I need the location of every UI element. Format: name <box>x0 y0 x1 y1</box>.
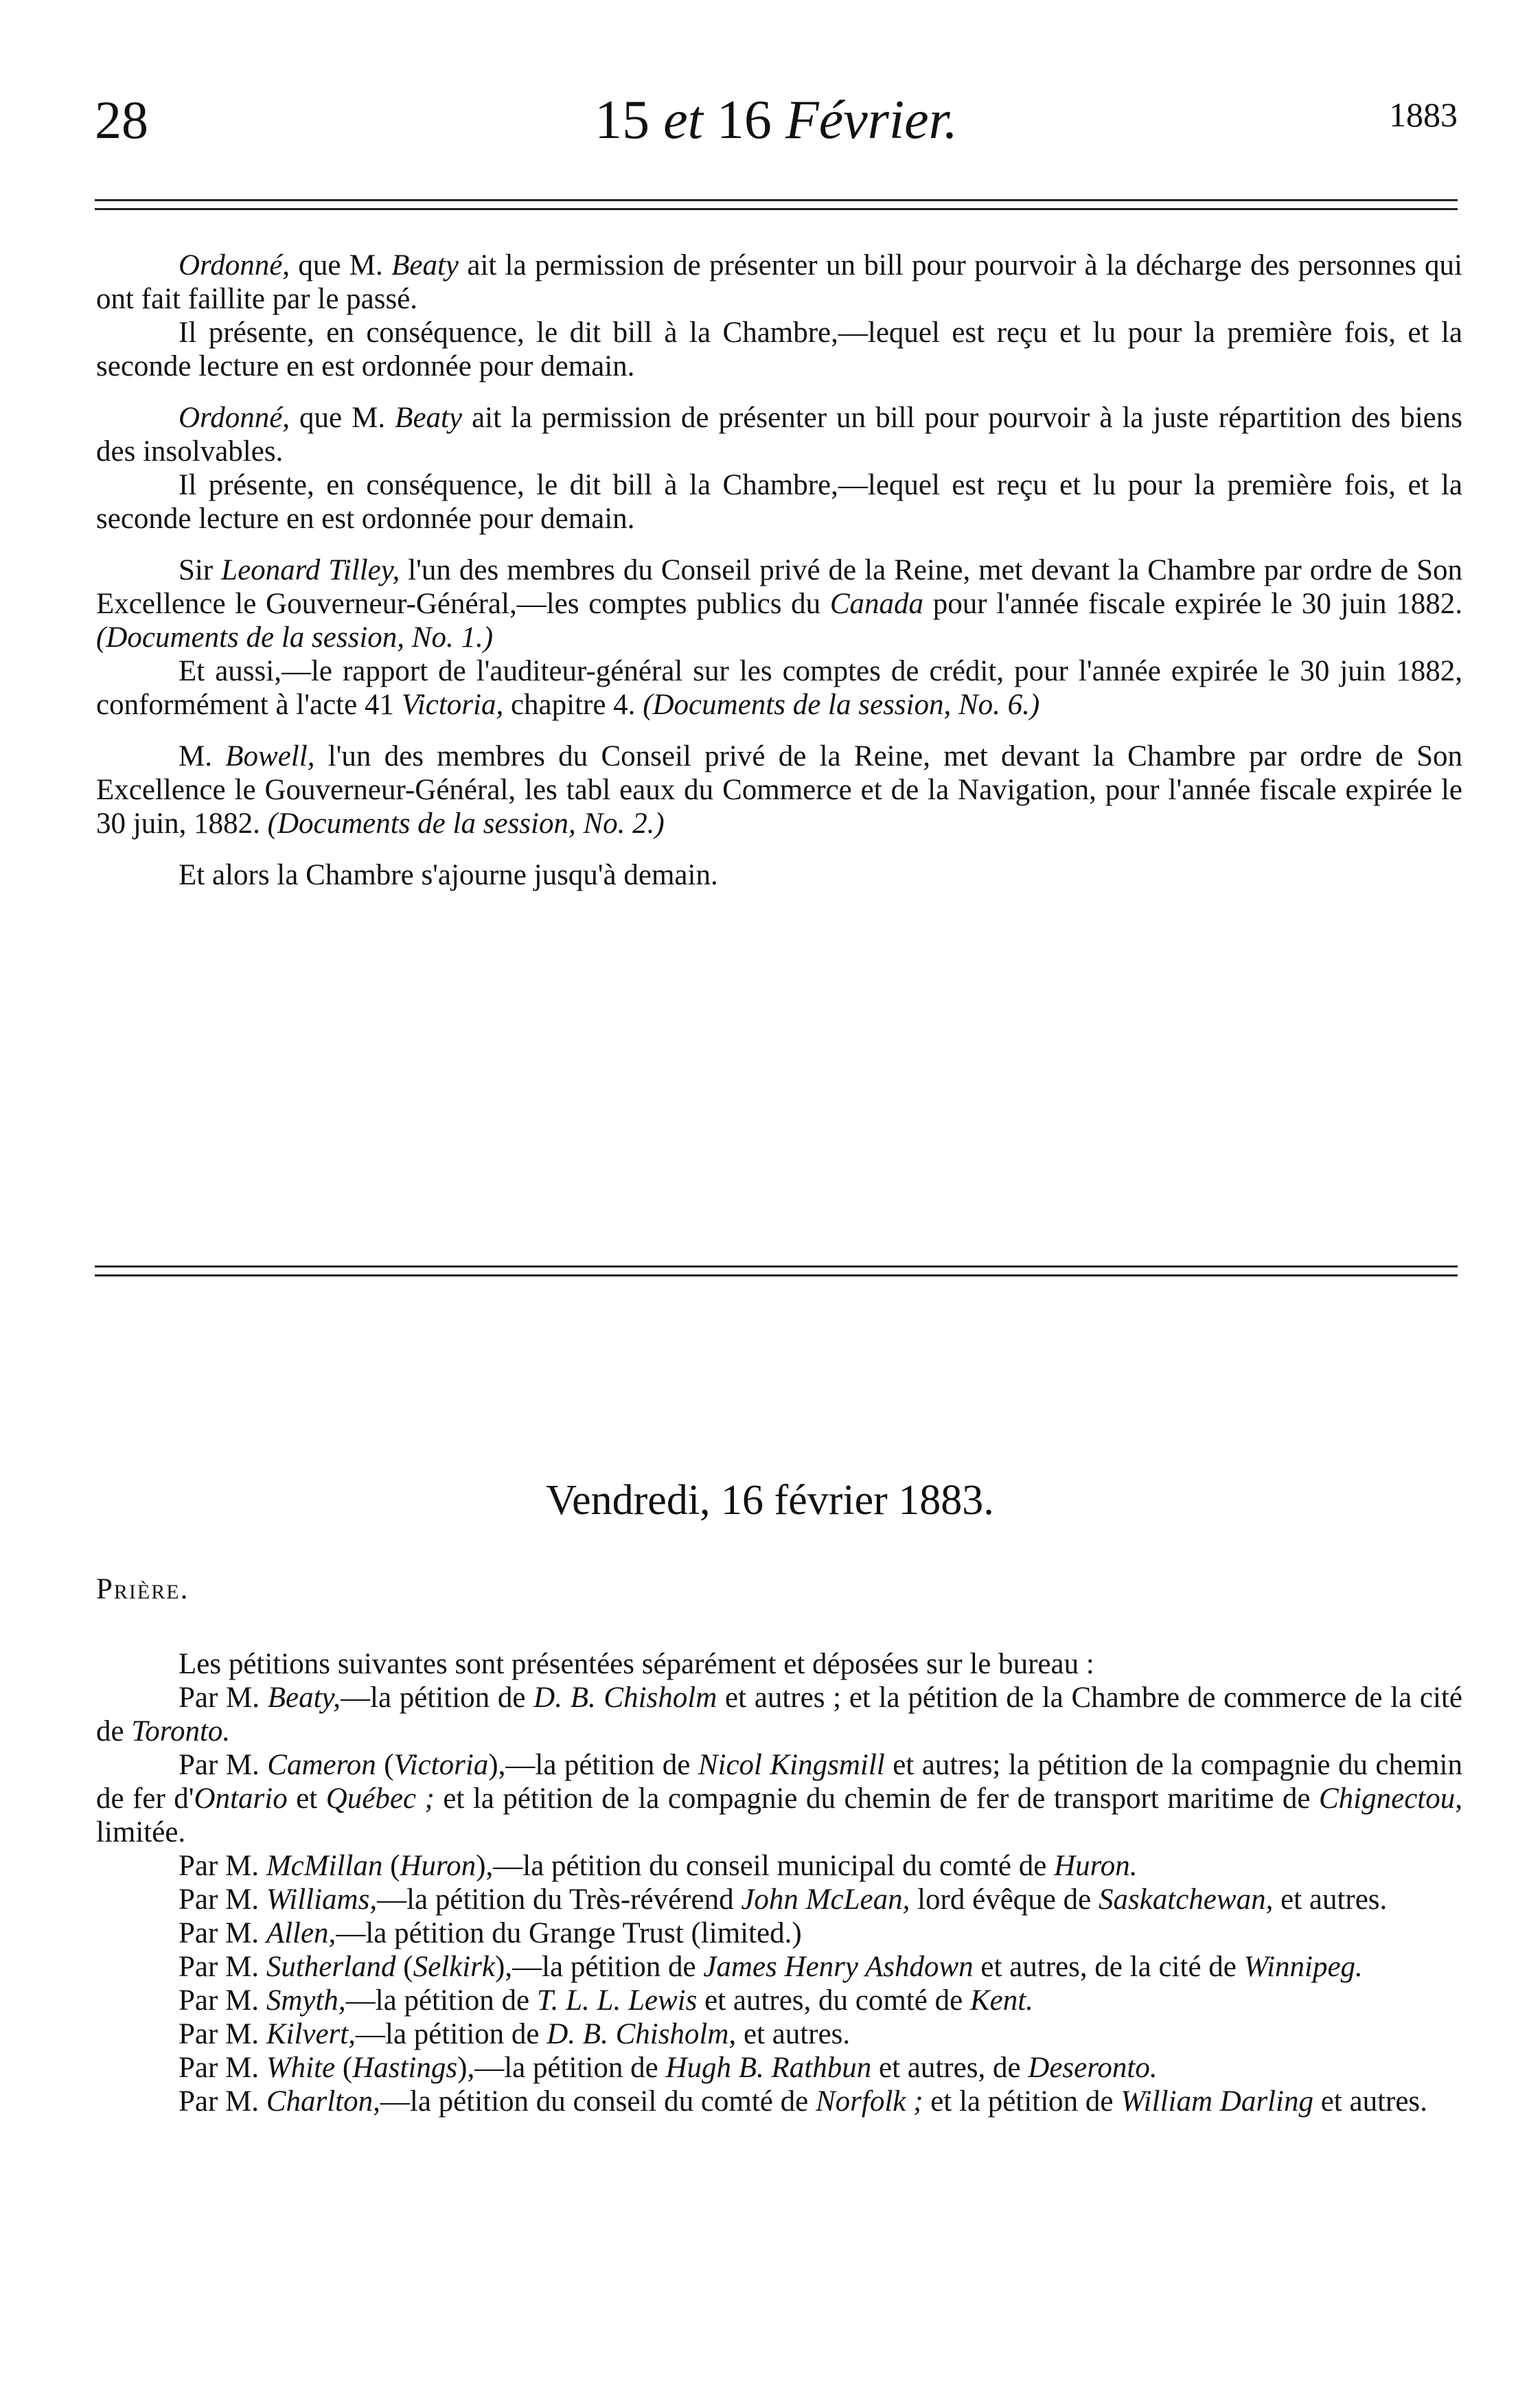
petition-entry <box>96 1748 1462 1849</box>
petition-entry <box>96 2085 1462 2118</box>
italic-run: Cameron <box>267 1749 376 1781</box>
italic-run: John McLean, <box>741 1883 910 1916</box>
paragraph <box>96 316 1462 383</box>
text-run: M. <box>179 740 226 772</box>
paragraph <box>96 654 1462 722</box>
italic-run: Kilvert, <box>266 2018 356 2050</box>
italic-run: D. B. Chisholm, <box>547 2018 737 2050</box>
italic-run: Toronto. <box>131 1715 231 1747</box>
bottom-section <box>96 1572 1462 2118</box>
running-title-et: et <box>663 90 703 150</box>
petition-entry <box>96 2017 1462 2051</box>
text-run: et la pétition de <box>923 2085 1121 2118</box>
header-rule <box>95 199 1458 210</box>
italic-run: Nicol Kingsmill <box>698 1749 885 1781</box>
petition-entry <box>96 1681 1462 1748</box>
italic-run: Selkirk <box>413 1951 495 1983</box>
text-run: chapitre 4. <box>503 689 643 721</box>
text-run: —la pétition du conseil du comté de <box>380 2085 816 2118</box>
text-run: que M. <box>290 249 392 282</box>
italic-run: McMillan <box>266 1850 383 1882</box>
italic-run: Beaty, <box>267 1682 341 1714</box>
text-run: et <box>287 1783 326 1815</box>
running-title-day1: 15 <box>595 90 650 150</box>
text-run: et autres; la pétition de la compagnie du chemin de fer d' <box>96 1749 1462 1815</box>
italic-run: Huron. <box>1054 1850 1138 1882</box>
spacer <box>96 1606 1462 1647</box>
italic-run: Québec ; <box>325 1783 435 1815</box>
text-run: ( <box>382 1850 400 1882</box>
text-run: l'un des membres du Conseil privé de la Reine, met devant la Chambre par ordre de Son Excellence le Gouverneur-Général,—les comptes publics du <box>96 554 1462 620</box>
petition-entry <box>96 1916 1462 1950</box>
italic-run: Beaty <box>395 402 463 434</box>
italic-run: Ontario <box>194 1783 288 1815</box>
italic-run: Bowell, <box>225 740 315 772</box>
header-year: 1883 <box>1389 95 1458 134</box>
italic-run: Ordonné, <box>179 402 290 434</box>
italic-run: Williams, <box>266 1883 378 1916</box>
paragraph <box>96 249 1462 316</box>
top-section <box>96 249 1462 892</box>
text-run: et autres ; et la pétition de la Chambre de commerce de la cité de <box>96 1682 1462 1747</box>
priere-heading: Prière. <box>96 1573 189 1605</box>
text-run: ),—la pétition de <box>495 1951 704 1983</box>
italic-run: (Documents de la session, No. 1.) <box>96 621 494 654</box>
italic-run: Beaty <box>391 249 459 282</box>
text-run: et autres, du comté de <box>697 1984 970 2017</box>
text-run: Par M. <box>179 1951 266 1983</box>
text-run: Par M. <box>179 1682 268 1714</box>
top-paragraphs <box>96 249 1462 892</box>
italic-run: James Henry Ashdown <box>703 1951 974 1983</box>
text-run: —la pétition du Grange Trust (limited.) <box>336 1917 802 1949</box>
italic-run: Kent. <box>969 1984 1033 2017</box>
running-title <box>95 89 1458 152</box>
text-run: ),—la pétition de <box>488 1749 698 1781</box>
text-run: ( <box>376 1749 394 1781</box>
italic-run: Hastings <box>352 2052 458 2084</box>
text-run: Par M. <box>179 2018 266 2050</box>
text-run: Par M. <box>179 2085 266 2118</box>
italic-run: Deseronto. <box>1028 2052 1158 2084</box>
italic-run: Charlton, <box>266 2085 380 2118</box>
text-run: ait la permission de présenter un bill pour pourvoir à la décharge des personnes qui ont fait faillite par le passé. <box>96 249 1462 315</box>
italic-run: Huron <box>400 1850 476 1882</box>
paragraph <box>96 401 1462 468</box>
italic-run: Victoria <box>393 1749 489 1781</box>
text-run: lord évêque de <box>910 1883 1099 1916</box>
petition-entry <box>96 1950 1462 1984</box>
text-run: —la pétition de <box>341 1682 534 1714</box>
text-run: ait la permission de présenter un bill pour pourvoir à la juste répartition des biens des insolvables. <box>96 402 1462 468</box>
petition-entry <box>96 2051 1462 2085</box>
italic-run: (Documents de la session, No. 6.) <box>643 689 1040 721</box>
italic-run: Winnipeg. <box>1243 1951 1363 1983</box>
paragraph-gap <box>96 840 1462 858</box>
petition-entry <box>96 1849 1462 1883</box>
paragraph <box>96 740 1462 840</box>
text-run: et autres. <box>1313 2085 1427 2118</box>
text-run: Sir <box>179 554 222 586</box>
italic-run: (Documents de la session, No. 2.) <box>267 807 665 840</box>
text-run: —la pétition du Très-révérend <box>377 1883 742 1916</box>
text-run: et la pétition de la compagnie du chemin de fer de transport maritime de <box>434 1783 1319 1815</box>
italic-run: William Darling <box>1120 2085 1313 2118</box>
page-number: 28 <box>95 90 148 150</box>
text-run: ),—la pétition de <box>457 2052 666 2084</box>
text-run: Il présente, en conséquence, le dit bill à la Chambre,—lequel est reçu et lu pour la première fois, et la seconde lecture en est ordonnée pour demain. <box>96 317 1462 382</box>
italic-run: Victoria, <box>401 689 504 721</box>
petition-entry <box>96 1647 1462 1681</box>
italic-run: Chignectou, <box>1319 1783 1462 1815</box>
text-run: ),—la pétition du conseil municipal du comté de <box>476 1850 1055 1882</box>
petitions-list <box>96 1647 1462 2118</box>
text-run: ( <box>335 2052 353 2084</box>
text-run: et autres, de la cité de <box>973 1951 1244 1983</box>
running-title-month: Février. <box>785 90 958 150</box>
paragraph <box>96 858 1462 892</box>
text-run: que M. <box>290 402 395 434</box>
petition-entry <box>96 1984 1462 2017</box>
paragraph <box>96 553 1462 654</box>
italic-run: Canada <box>829 588 924 620</box>
text-run: pour l'année fiscale expirée le 30 juin 1882. <box>923 588 1463 620</box>
italic-run: Leonard Tilley, <box>221 554 400 586</box>
italic-run: T. L. L. Lewis <box>536 1984 698 2017</box>
text-run: —la pétition de <box>345 1984 537 2017</box>
text-run: Par M. <box>179 1749 268 1781</box>
running-title-day2: 16 <box>716 90 772 150</box>
italic-run: Saskatchewan, <box>1098 1883 1274 1916</box>
text-run: ( <box>395 1951 413 1983</box>
text-run: Et alors la Chambre s'ajourne jusqu'à demain. <box>179 859 718 891</box>
italic-run: Sutherland <box>266 1951 396 1983</box>
paragraph <box>96 468 1462 536</box>
italic-run: D. B. Chisholm <box>533 1682 717 1714</box>
text-run: Par M. <box>179 1984 266 2017</box>
text-run: Par M. <box>179 1883 266 1916</box>
text-run: et autres, de <box>871 2052 1028 2084</box>
text-run: Et aussi,—le rapport de l'auditeur-général sur les comptes de crédit, pour l'année expirée le 30 juin 1882, conformément à l'acte 41 <box>96 655 1462 721</box>
section-rule <box>95 1265 1458 1276</box>
text-run: et autres. <box>1273 1883 1388 1916</box>
date-heading: Vendredi, 16 février 1883. <box>546 1477 994 1524</box>
text-run: l'un des membres du Conseil privé de la Reine, met devant la Chambre par ordre de Son Excellence le Gouverneur-Général, les tabl eaux du Commerce et de la Navigation, pour l'année fiscale expirée le 30 juin, 1882. <box>96 740 1463 840</box>
petition-entry <box>96 1883 1462 1916</box>
italic-run: Norfolk ; <box>815 2085 923 2118</box>
text-run: —la pétition de <box>356 2018 547 2050</box>
italic-run: Ordonné, <box>179 249 290 282</box>
text-run: Par M. <box>179 2052 266 2084</box>
text-run: Il présente, en conséquence, le dit bill à la Chambre,—lequel est reçu et lu pour la première fois, et la seconde lecture en est ordonnée pour demain. <box>96 469 1462 535</box>
paragraph-gap <box>96 383 1462 401</box>
text-run: Les pétitions suivantes sont présentées séparément et déposées sur le bureau : <box>179 1648 1094 1680</box>
italic-run: Hugh B. Rathbun <box>665 2052 872 2084</box>
paragraph-gap <box>96 722 1462 740</box>
paragraph-gap <box>96 536 1462 553</box>
text-run: Par M. <box>179 1850 266 1882</box>
italic-run: Smyth, <box>266 1984 346 2017</box>
text-run: et autres. <box>736 2018 851 2050</box>
page-header <box>95 82 1458 158</box>
italic-run: White <box>266 2052 336 2084</box>
text-run: Par M. <box>179 1917 266 1949</box>
text-run: limitée. <box>96 1816 186 1848</box>
italic-run: Allen, <box>266 1917 336 1949</box>
